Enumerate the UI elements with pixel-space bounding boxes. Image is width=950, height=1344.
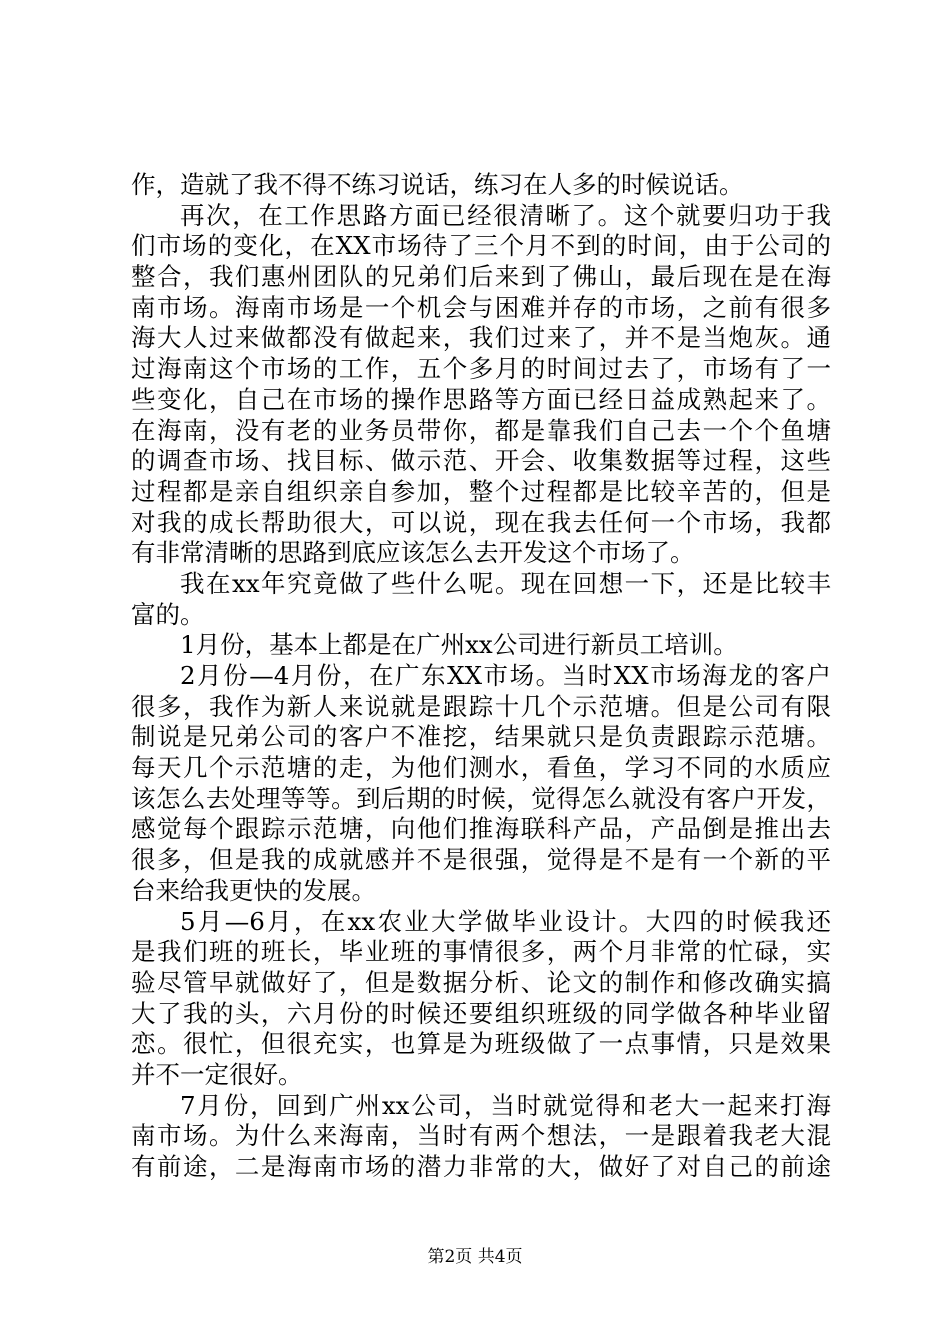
text-line: 很多，我作为新人来说就是跟踪十几个示范塘。但是公司有限 — [131, 691, 831, 721]
page-footer: 第2页 共4页 — [427, 1247, 523, 1267]
text-line: 恋。很忙，但很充实，也算是为班级做了一点事情，只是效果 — [131, 1029, 831, 1059]
text-line: 2月份—4月份，在广东XX市场。当时XX市场海龙的客户 — [180, 661, 831, 690]
text-line: 该怎么去处理等等。到后期的时候，觉得怎么就没有客户开发， — [131, 783, 831, 813]
text-line: 对我的成长帮助很大，可以说，现在我去任何一个市场，我都 — [131, 507, 831, 537]
text-line: 在海南，没有老的业务员带你，都是靠我们自己去一个个鱼塘 — [131, 415, 831, 445]
text-line: 并不一定很好。 — [131, 1059, 303, 1089]
text-line: 5月—6月，在xx农业大学做毕业设计。大四的时候我还 — [180, 906, 831, 936]
text-line: 富的。 — [131, 599, 205, 629]
text-line: 我在xx年究竟做了些什么呢。现在回想一下，还是比较丰 — [180, 568, 831, 598]
text-line: 有前途，二是海南市场的潜力非常的大，做好了对自己的前途 — [131, 1152, 831, 1181]
paragraph — [131, 170, 831, 201]
text-line: 大了我的头，六月份的时候还要组织班级的同学做各种毕业留 — [131, 998, 831, 1028]
text-line: 台来给我更快的发展。 — [131, 875, 376, 905]
paragraph — [131, 630, 831, 661]
document-body — [131, 170, 831, 1183]
text-line: 作，造就了我不得不练习说话，练习在人多的时候说话。 — [131, 170, 744, 199]
paragraph — [131, 1091, 831, 1183]
text-line: 验尽管早就做好了，但是数据分析、论文的制作和修改确实搞 — [131, 967, 831, 997]
paragraph — [131, 907, 831, 1091]
text-line: 海大人过来做都没有做起来，我们过来了，并不是当炮灰。通 — [131, 323, 831, 353]
paragraph — [131, 661, 831, 907]
text-line: 7月份，回到广州xx公司，当时就觉得和老大一起来打海 — [180, 1090, 831, 1120]
paragraph — [131, 201, 831, 569]
text-line: 有非常清晰的思路到底应该怎么去开发这个市场了。 — [131, 538, 695, 568]
text-line: 过海南这个市场的工作，五个多月的时间过去了，市场有了一 — [131, 354, 831, 384]
text-line: 过程都是亲自组织亲自参加，整个过程都是比较辛苦的，但是 — [131, 476, 831, 506]
text-line: 的调查市场、找目标、做示范、开会、收集数据等过程，这些 — [131, 446, 831, 476]
text-line: 每天几个示范塘的走，为他们测水，看鱼，学习不同的水质应 — [131, 753, 831, 783]
text-line: 制说是兄弟公司的客户不准挖，结果就只是负责跟踪示范塘。 — [131, 722, 831, 752]
text-line: 们市场的变化，在XX市场待了三个月不到的时间，由于公司的 — [131, 231, 831, 261]
text-line: 南市场。海南市场是一个机会与困难并存的市场，之前有很多 — [131, 292, 831, 322]
paragraph — [131, 569, 831, 630]
text-line: 感觉每个跟踪示范塘，向他们推海联科产品，产品倒是推出去 — [131, 814, 831, 844]
text-line: 很多，但是我的成就感并不是很强，觉得是不是有一个新的平 — [131, 845, 831, 875]
text-line: 些变化，自己在市场的操作思路等方面已经日益成熟起来了。 — [131, 384, 831, 414]
text-line: 再次，在工作思路方面已经很清晰了。这个就要归功于我 — [180, 200, 831, 230]
text-line: 是我们班的班长，毕业班的事情很多，两个月非常的忙碌，实 — [131, 937, 831, 967]
text-line: 整合，我们惠州团队的兄弟们后来到了佛山，最后现在是在海 — [131, 262, 831, 292]
text-line: 1月份，基本上都是在广州xx公司进行新员工培训。 — [180, 630, 738, 660]
text-line: 南市场。为什么来海南，当时有两个想法，一是跟着我老大混 — [131, 1121, 831, 1151]
